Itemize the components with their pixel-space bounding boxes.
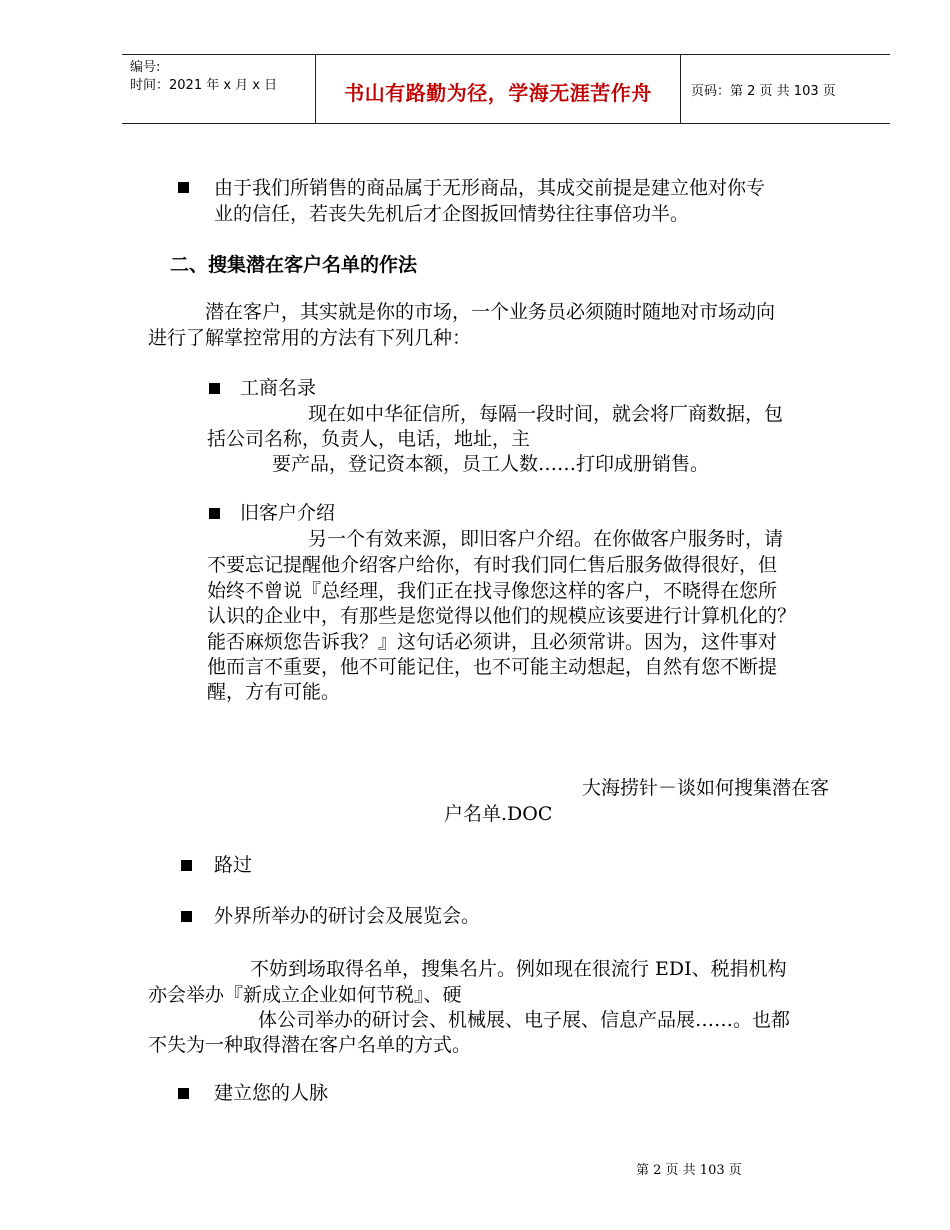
item-network-label: 建立您的人脉: [214, 1082, 329, 1104]
item-seminar-line4: 不失为一种取得潜在客户名单的方式。: [148, 1034, 472, 1056]
number-label: 编号:: [130, 60, 161, 75]
bullet-square-icon: [178, 182, 189, 193]
intro-line1: 潜在客户，其实就是你的市场，一个业务员必须随时随地对市场动向: [205, 301, 776, 323]
item-seminar-line2: 亦会举办『新成立企业如何节税』、硬: [148, 984, 462, 1006]
intro-line2: 进行了解掌控常用的方法有下列几种：: [148, 327, 472, 349]
item-referral-line: 他而言不重要，他不可能记住，也不可能主动想起，自然有您不断提: [207, 656, 778, 678]
item-seminar-line1: 不妨到场取得名单，搜集名片。例如现在很流行 EDI、税捐机构: [250, 958, 787, 980]
bullet-square-icon: [209, 383, 220, 394]
item-directory-line2: 括公司名称，负责人，电话，地址，主: [207, 428, 531, 450]
item-directory-label: 工商名录: [240, 377, 317, 399]
bullet-square-icon: [181, 860, 192, 871]
header-meta-cell: [122, 55, 316, 123]
page-footer: 第 2 页 共 103 页: [636, 1163, 742, 1178]
bullet1-line2: 业的信任，若丧失先机后才企图扳回情势往往事倍功半。: [214, 203, 690, 225]
bullet-square-icon: [178, 1088, 189, 1099]
bullet-square-icon: [209, 508, 220, 519]
item-seminar-line3: 体公司举办的研讨会、机械展、电子展、信息产品展……。也都: [258, 1009, 791, 1031]
item-referral-line: 认识的企业中，有那些是您觉得以他们的规模应该要进行计算机化的？: [207, 605, 797, 627]
item-referral-line: 不要忘记提醒他介绍客户给你，有时我们同仁售后服务做得很好，但: [207, 554, 778, 576]
item-referral-line: 始终不曾说『总经理，我们正在找寻像您这样的客户，不晓得在您所: [207, 580, 778, 602]
time-label: 时间：2021 年 x 月 x 日: [130, 78, 278, 93]
item-directory-line3: 要产品，登记资本额，员工人数……打印成册销售。: [272, 453, 710, 475]
page-header: [122, 54, 890, 124]
header-motto-cell: [316, 55, 681, 123]
item-referral-label: 旧客户介绍: [240, 502, 336, 524]
header-page-cell: [681, 55, 890, 123]
item-directory-line1: 现在如中华征信所，每隔一段时间，就会将厂商数据，包: [308, 403, 784, 425]
section-heading: 二、搜集潜在客户名单的作法: [170, 254, 418, 276]
item-passby-label: 路过: [214, 854, 253, 876]
motto: 书山有路勤为径，学海无涯苦作舟: [344, 81, 652, 105]
item-referral-line: 另一个有效来源，即旧客户介绍。在你做客户服务时，请: [308, 528, 784, 550]
doc-ref-line2: 户名单.DOC: [444, 803, 553, 825]
page-info: 页码：第 2 页 共 103 页: [691, 84, 836, 99]
bullet1-line1: 由于我们所销售的商品属于无形商品，其成交前提是建立他对你专: [214, 177, 766, 199]
item-referral-line: 能否麻烦您告诉我？』这句话必须讲，且必须常讲。因为，这件事对: [207, 631, 778, 653]
doc-ref-line1: 大海捞针－谈如何搜集潜在客: [582, 777, 830, 799]
bullet-square-icon: [181, 911, 192, 922]
item-seminar-label: 外界所举办的研讨会及展览会。: [214, 905, 481, 927]
item-referral-line: 醒，方有可能。: [207, 681, 341, 703]
